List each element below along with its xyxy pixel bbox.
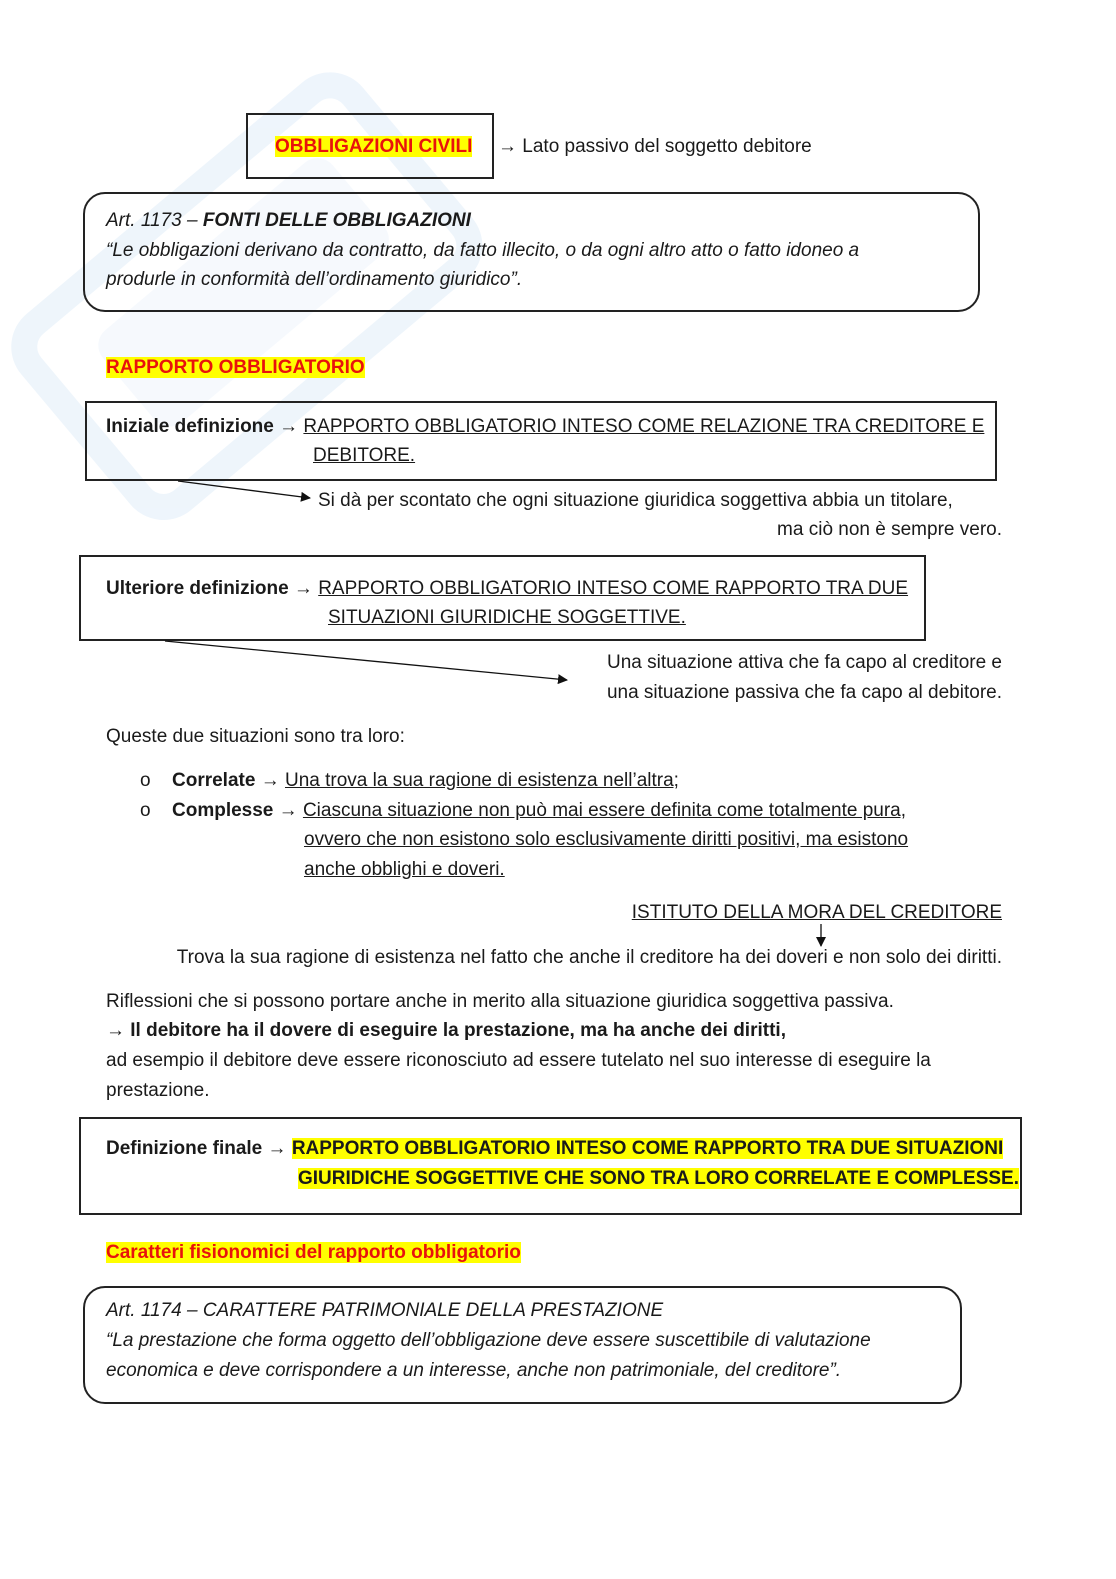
bullet-item bbox=[140, 766, 151, 795]
reflection-text: prestazione. bbox=[106, 1080, 210, 1101]
section-heading: Caratteri fisionomici del rapporto obbligatorio bbox=[106, 1242, 521, 1263]
further-note: una situazione passiva che fa capo al debitore. bbox=[606, 682, 1002, 703]
initial-note: Si dà per scontato che ogni situazione giuridica soggettiva abbia un titolare, bbox=[318, 490, 953, 511]
further-definition: Ulteriore definizione → RAPPORTO OBBLIGATORIO INTESO COME RAPPORTO TRA DUE bbox=[106, 578, 909, 599]
arrow-right-icon: → bbox=[267, 1138, 287, 1159]
bullet-item bbox=[140, 796, 151, 825]
reflection-text: ad esempio il debitore deve essere riconosciuto ad essere tutelato nel suo interesse di eseguire la bbox=[106, 1050, 931, 1071]
initial-definition: Iniziale definizione → RAPPORTO OBBLIGATORIO INTESO COME RELAZIONE TRA CREDITORE E bbox=[106, 416, 985, 437]
arrow-right-icon: → bbox=[106, 1020, 125, 1041]
intro-text: Queste due situazioni sono tra loro: bbox=[106, 726, 405, 747]
title-note: → Lato passivo del soggetto debitore bbox=[498, 136, 812, 157]
final-definition: Definizione finale → RAPPORTO OBBLIGATORIO INTESO COME RAPPORTO TRA DUE SITUAZIONI bbox=[106, 1138, 1004, 1159]
initial-note: ma ciò non è sempre vero. bbox=[777, 519, 1002, 540]
page-title: OBBLIGAZIONI CIVILI bbox=[275, 136, 473, 157]
bullet-item: Correlate → Una trova la sua ragione di esistenza nell’altra; bbox=[172, 770, 679, 791]
istituto-text: Trova la sua ragione di esistenza nel fatto che anche il creditore ha dei doveri e non solo dei diritti. bbox=[176, 947, 1002, 968]
article-1174-text: economica e deve corrispondere a un interesse, anche non patrimoniale, del creditore”. bbox=[106, 1360, 842, 1381]
bullet-marker: o bbox=[140, 770, 151, 791]
arrow-right-icon: → bbox=[498, 136, 517, 157]
section-heading: RAPPORTO OBBLIGATORIO bbox=[106, 357, 365, 378]
bullet-cont: ovvero che non esistono solo esclusivamente diritti positivi, ma esistono bbox=[304, 829, 909, 850]
bullet-item: Complesse → Ciascuna situazione non può mai essere definita come totalmente pura, bbox=[172, 800, 907, 821]
article-1174-heading: Art. 1174 – CARATTERE PATRIMONIALE DELLA PRESTAZIONE bbox=[106, 1300, 664, 1321]
article-1173-heading: Art. 1173 – FONTI DELLE OBBLIGAZIONI bbox=[106, 210, 471, 231]
article-1174-text: “La prestazione che forma oggetto dell’obbligazione deve essere suscettibile di valutazione bbox=[106, 1330, 871, 1351]
arrow-right-icon: → bbox=[260, 770, 280, 791]
article-1173-text: produrle in conformità dell’ordinamento giuridico”. bbox=[106, 269, 523, 290]
article-1173-text: “Le obbligazioni derivano da contratto, da fatto illecito, o da ogni altro atto o fatto idoneo a bbox=[106, 240, 860, 261]
istituto-label: ISTITUTO DELLA MORA DEL CREDITORE bbox=[631, 902, 1002, 923]
bullet-cont: anche obblighi e doveri. bbox=[304, 859, 505, 880]
arrow-right-icon: → bbox=[278, 800, 298, 821]
final-definition-cont: GIURIDICHE SOGGETTIVE CHE SONO TRA LORO CORRELATE E COMPLESSE. bbox=[298, 1168, 1019, 1189]
reflection-text: Riflessioni che si possono portare anche in merito alla situazione giuridica soggettiva passiva. bbox=[106, 991, 894, 1012]
arrow-further-note bbox=[165, 641, 567, 680]
bullet-marker: o bbox=[140, 800, 151, 821]
further-note: Una situazione attiva che fa capo al creditore e bbox=[606, 652, 1002, 673]
arrow-right-icon: → bbox=[293, 578, 313, 599]
initial-definition-cont: DEBITORE. bbox=[313, 445, 416, 466]
arrow-initial-note bbox=[178, 481, 310, 498]
arrow-right-icon: → bbox=[279, 416, 299, 437]
further-definition-cont: SITUAZIONI GIURIDICHE SOGGETTIVE. bbox=[328, 607, 686, 628]
reflection-bold: → Il debitore ha il dovere di eseguire la prestazione, ma ha anche dei diritti, bbox=[106, 1020, 786, 1041]
